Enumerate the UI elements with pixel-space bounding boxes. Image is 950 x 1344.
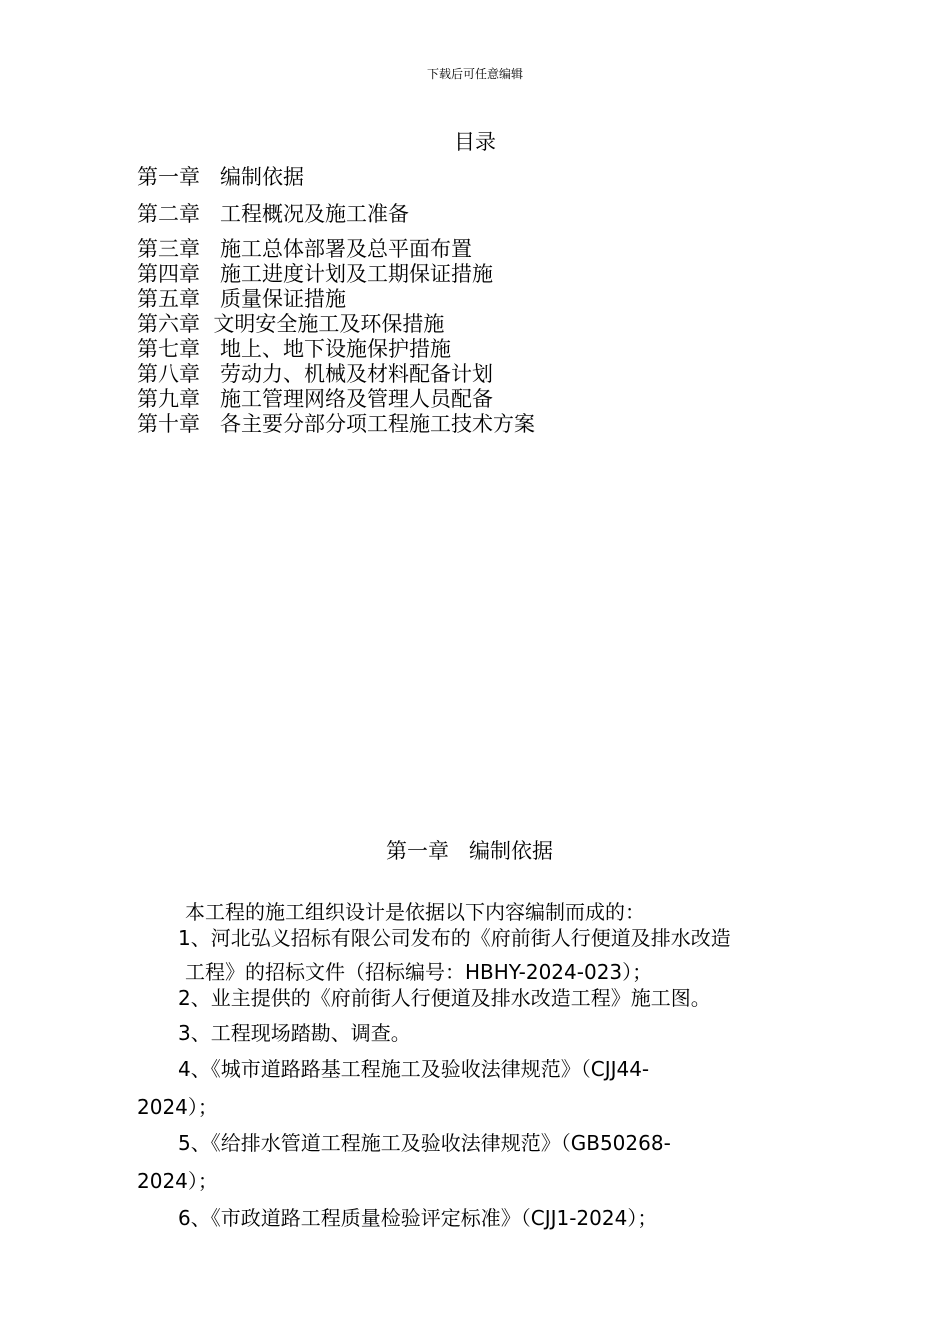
- toc-item-7: 第七章 地上、地下设施保护措施: [137, 337, 452, 361]
- basis-item-6: 6、《市政道路工程质量检验评定标准》（CJJ1-2024）；: [178, 1206, 658, 1230]
- toc-title: 目录: [454, 130, 496, 154]
- toc-item-9: 第九章 施工管理网络及管理人员配备: [137, 387, 494, 411]
- toc-item-1: 第一章 编制依据: [137, 165, 305, 189]
- intro-paragraph: 本工程的施工组织设计是依据以下内容编制而成的：: [185, 900, 645, 924]
- header-note: 下载后可任意编辑: [426, 67, 523, 81]
- basis-item-5-line-2: 2024）；: [137, 1169, 218, 1193]
- toc-item-4: 第四章 施工进度计划及工期保证措施: [137, 262, 494, 286]
- toc-item-10: 第十章 各主要分部分项工程施工技术方案: [137, 412, 536, 436]
- chapter-heading: 第一章 编制依据: [386, 839, 554, 863]
- basis-item-3: 3、工程现场踏勘、调查。: [178, 1021, 411, 1045]
- toc-item-2: 第二章 工程概况及施工准备: [137, 202, 410, 226]
- toc-item-8: 第八章 劳动力、机械及材料配备计划: [137, 362, 494, 386]
- basis-item-1-line-2: 工程》的招标文件（招标编号：HBHY-2024-023）；: [185, 960, 653, 984]
- toc-item-5: 第五章 质量保证措施: [137, 287, 347, 311]
- toc-item-3: 第三章 施工总体部署及总平面布置: [137, 237, 473, 261]
- basis-item-1-line-1: 1、河北弘义招标有限公司发布的《府前街人行便道及排水改造: [178, 926, 731, 950]
- basis-item-5-line-1: 5、《给排水管道工程施工及验收法律规范》（GB50268-: [178, 1131, 671, 1155]
- basis-item-4-line-1: 4、《城市道路路基工程施工及验收法律规范》（CJJ44-: [178, 1057, 650, 1081]
- basis-item-4-line-2: 2024）；: [137, 1095, 218, 1119]
- toc-item-6: 第六章 文明安全施工及环保措施: [137, 312, 445, 336]
- basis-item-2: 2、业主提供的《府前街人行便道及排水改造工程》施工图。: [178, 986, 711, 1010]
